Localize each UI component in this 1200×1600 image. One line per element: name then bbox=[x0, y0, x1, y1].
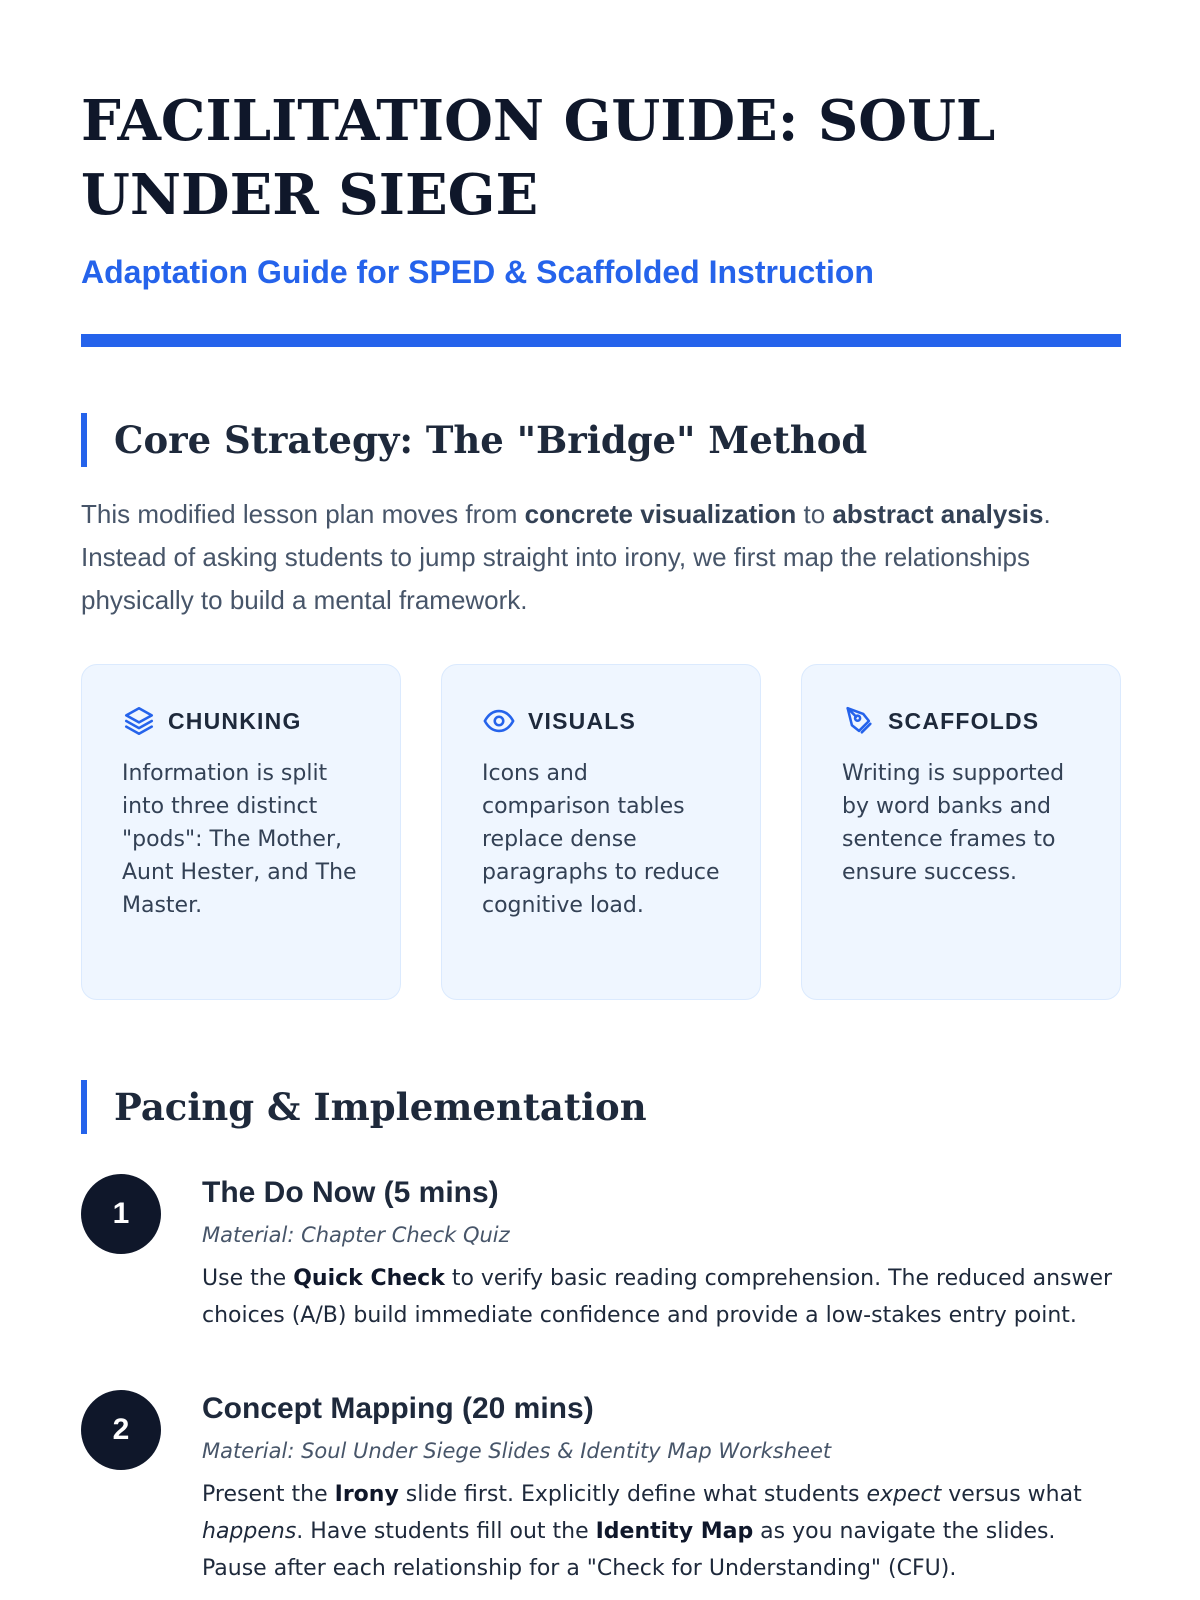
card-scaffolds bbox=[801, 664, 1121, 1000]
card-title: CHUNKING bbox=[168, 707, 302, 734]
step-italic-expect: expect bbox=[866, 1482, 942, 1507]
card-chunking bbox=[81, 664, 401, 1000]
page-subtitle: Adaptation Guide for SPED & Scaffolded Instruction bbox=[81, 254, 874, 290]
step-text: Use the bbox=[202, 1266, 294, 1291]
section-heading-text: Core Strategy: The "Bridge" Method bbox=[114, 418, 868, 462]
core-strategy-intro bbox=[81, 493, 1121, 622]
step-concept-mapping bbox=[81, 1390, 1121, 1587]
strategy-cards bbox=[81, 664, 1121, 1000]
card-body: Writing is supported by word banks and sentence frames to ensure success. bbox=[842, 761, 1065, 885]
page-title: FACILITATION GUIDE: SOUL UNDER SIEGE bbox=[81, 88, 996, 228]
eye-icon bbox=[482, 704, 516, 738]
step-material: Material: Soul Under Siege Slides & Identity Map Worksheet bbox=[202, 1439, 832, 1463]
card-body: Icons and comparison tables replace dense paragraphs to reduce cognitive load. bbox=[482, 761, 720, 918]
step-italic-happens: happens bbox=[202, 1519, 297, 1544]
step-bold-identity-map: Identity Map bbox=[595, 1519, 754, 1544]
step-description bbox=[202, 1260, 1121, 1334]
section-heading-pacing bbox=[81, 1080, 1121, 1134]
step-do-now bbox=[81, 1174, 1121, 1334]
step-bold-quick-check: Quick Check bbox=[293, 1266, 445, 1291]
step-title: The Do Now (5 mins) bbox=[202, 1176, 499, 1209]
card-body: Information is split into three distinct "pods": The Mother, Aunt Hester, and The Master. bbox=[122, 761, 357, 918]
step-text: versus what bbox=[941, 1482, 1082, 1507]
step-text: slide first. Explicitly define what students bbox=[398, 1482, 867, 1507]
section-accent-bar bbox=[81, 413, 87, 467]
step-text: . Have students fill out the bbox=[296, 1519, 596, 1544]
section-heading-core-strategy bbox=[81, 413, 1121, 467]
step-number-badge: 1 bbox=[81, 1174, 161, 1254]
facilitation-guide-page bbox=[81, 0, 1121, 1587]
section-heading-text: Pacing & Implementation bbox=[114, 1085, 647, 1129]
step-description bbox=[202, 1476, 1121, 1587]
step-number-badge: 2 bbox=[81, 1390, 161, 1470]
card-header bbox=[842, 703, 1080, 739]
intro-text: to bbox=[796, 499, 833, 529]
layers-icon bbox=[122, 704, 156, 738]
step-title: Concept Mapping (20 mins) bbox=[202, 1392, 594, 1425]
card-title: SCAFFOLDS bbox=[888, 707, 1040, 734]
intro-text: . Instead of asking students to jump straight into irony, we first map the relationships physically to build a mental framework. bbox=[81, 499, 1051, 615]
card-header bbox=[122, 703, 360, 739]
step-bold-irony: Irony bbox=[334, 1482, 399, 1507]
step-text: Present the bbox=[202, 1482, 335, 1507]
card-visuals bbox=[441, 664, 761, 1000]
card-title: VISUALS bbox=[528, 707, 637, 734]
intro-bold-concrete: concrete visualization bbox=[524, 499, 797, 529]
pen-tool-icon bbox=[842, 704, 876, 738]
pacing-steps bbox=[81, 1174, 1121, 1587]
intro-text: This modified lesson plan moves from bbox=[81, 499, 525, 529]
step-material: Material: Chapter Check Quiz bbox=[202, 1223, 510, 1247]
title-divider bbox=[81, 334, 1121, 347]
step-text: as you navigate the slides. Pause after each relationship for a "Check for Understanding" (CFU). bbox=[202, 1519, 1056, 1581]
intro-bold-abstract: abstract analysis bbox=[832, 499, 1044, 529]
step-text: to verify basic reading comprehension. The reduced answer choices (A/B) build immediate confidence and provide a low-stakes entry point. bbox=[202, 1266, 1113, 1328]
section-accent-bar bbox=[81, 1080, 87, 1134]
card-header bbox=[482, 703, 720, 739]
